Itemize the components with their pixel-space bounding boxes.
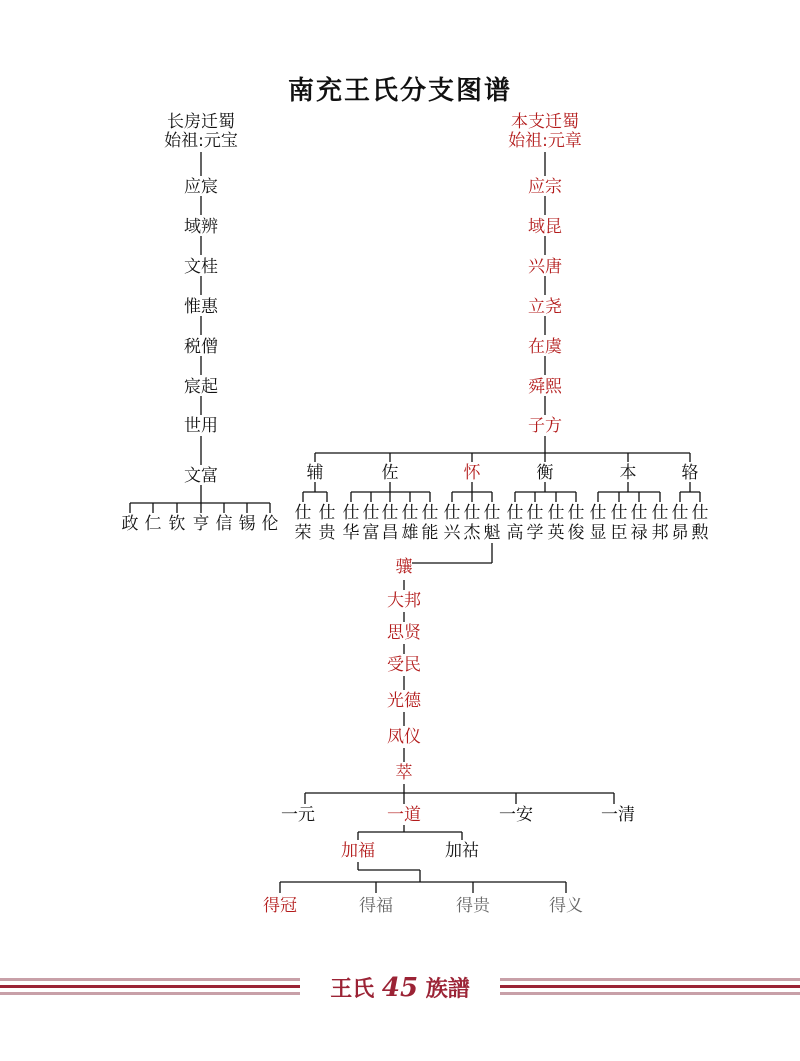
son-node: 衡: [536, 463, 554, 483]
yi-node: 一清: [601, 805, 635, 825]
grandson-node: 仕 兴: [443, 503, 461, 543]
left-gen-node: 文富: [184, 466, 218, 486]
line-node: 凤仪: [387, 727, 421, 747]
line-node: 受民: [387, 655, 421, 675]
footer-suffix: 族譜: [425, 976, 470, 1002]
yi-node: 一元: [281, 805, 315, 825]
left-gen-node: 应宸: [184, 177, 218, 197]
right-gen-node: 立尧: [528, 297, 562, 317]
line-node: 光德: [387, 691, 421, 711]
left-child-node: 钦: [168, 514, 186, 534]
right-gen-node: 应宗: [528, 177, 562, 197]
left-child-node: 亨: [192, 514, 210, 534]
left-gen-node: 文桂: [184, 257, 218, 277]
right-gen-node: 在虞: [528, 337, 562, 357]
de-node: 得贵: [456, 896, 490, 916]
left-founder-line1: 长房迁蜀: [167, 112, 235, 132]
footer-number: 45: [381, 973, 419, 1003]
jia-node: 加福: [341, 841, 375, 861]
yi-node: 一安: [499, 805, 533, 825]
line-node: 萃: [395, 763, 413, 783]
left-founder-line2: 始祖:元宝: [164, 131, 238, 151]
son-node: 辂: [681, 463, 699, 483]
grandson-node: 仕 富: [362, 503, 380, 543]
left-child-node: 锡: [238, 514, 256, 534]
left-child-node: 伦: [261, 514, 279, 534]
grandson-node: 仕 荣: [294, 503, 312, 543]
grandson-node: 仕 禄: [630, 503, 648, 543]
left-gen-node: 惟惠: [184, 297, 218, 317]
jia-node: 加祜: [445, 841, 479, 861]
son-node: 佐: [381, 463, 399, 483]
line-node: 骧: [395, 557, 413, 577]
grandson-node: 仕 俊: [567, 503, 585, 543]
left-gen-node: 税僧: [184, 337, 218, 357]
line-node: 大邦: [387, 591, 421, 611]
grandson-node: 仕 杰: [463, 503, 481, 543]
page-title: 南充王氏分支图谱: [287, 76, 512, 106]
grandson-node: 仕 勲: [691, 503, 709, 543]
grandson-node: 仕 雄: [401, 503, 419, 543]
grandson-node: 仕 昌: [381, 503, 399, 543]
line-node: 思贤: [387, 623, 421, 643]
de-node: 得冠: [263, 896, 297, 916]
de-node: 得福: [359, 896, 393, 916]
grandson-node: 仕 臣: [610, 503, 628, 543]
right-founder-line2: 始祖:元章: [508, 131, 582, 151]
grandson-node: 仕 魁: [483, 503, 501, 543]
yi-node: 一道: [387, 805, 421, 825]
grandson-node: 仕 昴: [671, 503, 689, 543]
left-gen-node: 宸起: [184, 377, 218, 397]
son-node: 本: [619, 463, 637, 483]
grandson-node: 仕 能: [421, 503, 439, 543]
son-node: 辅: [306, 463, 324, 483]
footer-prefix: 王氏: [330, 976, 375, 1002]
grandson-node: 仕 邦: [651, 503, 669, 543]
grandson-node: 仕 高: [506, 503, 524, 543]
left-child-node: 仁: [144, 514, 162, 534]
son-node: 怀: [463, 463, 481, 483]
left-child-node: 信: [215, 514, 233, 534]
grandson-node: 仕 显: [589, 503, 607, 543]
footer-title: [0, 972, 800, 1003]
left-gen-node: 域辨: [184, 217, 218, 237]
grandson-node: 仕 华: [342, 503, 360, 543]
grandson-node: 仕 贵: [318, 503, 336, 543]
de-node: 得义: [549, 896, 583, 916]
grandson-node: 仕 学: [526, 503, 544, 543]
right-gen-node: 子方: [528, 416, 562, 436]
left-child-node: 政: [121, 514, 139, 534]
right-gen-node: 舜熙: [528, 377, 562, 397]
left-gen-node: 世用: [184, 416, 218, 436]
grandson-node: 仕 英: [547, 503, 565, 543]
right-gen-node: 域昆: [528, 217, 562, 237]
right-gen-node: 兴唐: [528, 257, 562, 277]
right-founder-line1: 本支迁蜀: [511, 112, 579, 132]
